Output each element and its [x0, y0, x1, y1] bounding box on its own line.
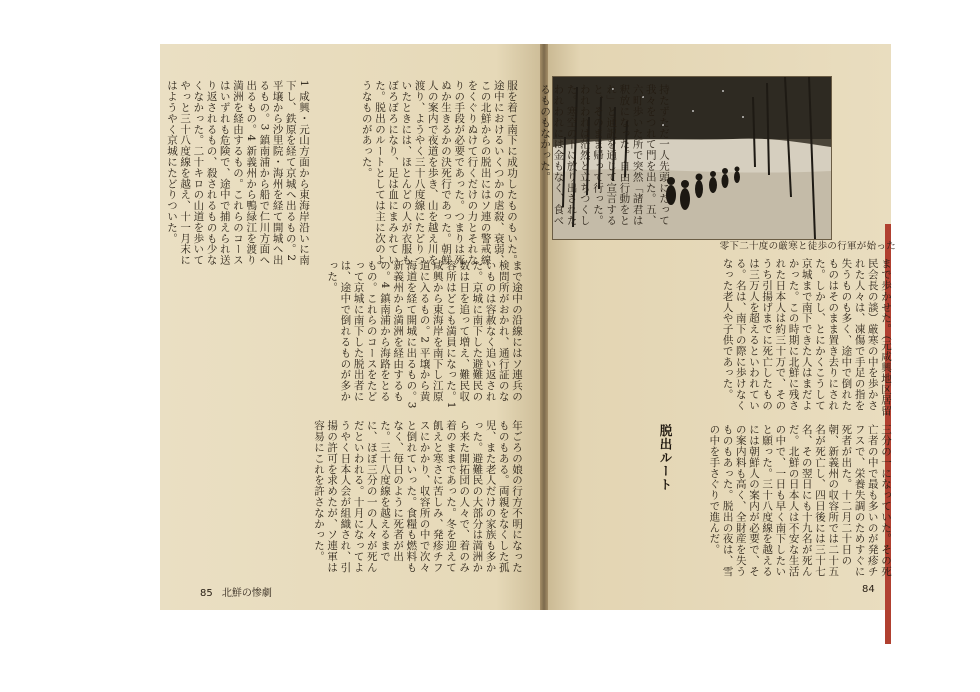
section-heading-escape-route: 脱出ルート [658, 424, 673, 492]
right-page-number: 84 [862, 584, 875, 595]
right-lower-text: まで歩かせた。（元咸興地区居留民会長の談）厳寒の中を歩かされた人々は、凍傷で手足の指を失うものも多く、途中で倒れたものはそのまま置き去りにされた。しかし、とにかくこうして京城まで南下できた人はまだよかった。この時期に北鮮に残された日本人は約三十万で、そのうち引揚げまでに死亡したものは三万人を超えるといわれている。名は、南下の際に歩けなくなった老人や子供であった。 [721, 258, 892, 417]
left-lower-text: まで途中の沿線にはソ連兵の検問所がおかれ、通行証のないものは容赦なく追い返された。京城に南下した避難民の数は日を追って増え、難民収容所はどこも満員になった。1 咸興から東海岸を南下し江原道に入るもの。2 平壌から黄海道を経て開城に出るもの。3 新義州から満洲を経由するもの。4 鎮南浦から海路をとるもの。これらのコースをたどって京城に南下した脱出者には、途中で倒れるものが多かった。 [326, 260, 523, 409]
running-title: 北鮮の惨劇 [221, 588, 272, 599]
right-bottom-text: 三分の一になっていた。その死亡者の中で最も多いのが発疹チフスで、栄養失調のためすぐに死者が出た。十二月二十日の朝、新義州の収容所では二十五名が死亡し、四日後には三十七名、その翌日にも十九名が死んだ。北鮮の日本人は不安な生活の中で、一日も早く南下したいと願った。三十八度線を越えるには朝鮮人の案内が必要で、その案内料も高く、全財産を失うものもあった。脱出の夜は、雪の中を手さぐりで進んだ。 [708, 424, 892, 577]
left-bottom-text: 年ごろの娘の行方不明になったものもある。両親をなくした孤児、また老人だけの家族も多かった。避難民の大部分は満洲から来た開拓団の人々で、着のみ着のままであった。冬を迎えて飢えと寒さに苦しみ、発疹チフスにかかり、収容所の中で次々と倒れていった。食糧も燃料もなく、毎日のように死者が出た。三十八度線を越えるまでに、ほぼ三分の一の人々が死んだといわれる。十月になってようやく日本人会が組織され、引揚の許可を求めたが、ソ連軍は容易にこれを許さなかった。 [312, 420, 523, 573]
left-upper-text: 服を着て南下に成功したものもいた。途中におけるいくつかの虐殺、衰弱、この北鮮からの脱出にはソ連の警戒線をくぐりぬけて行くだけの力とそれなりの手段が必要であった。つまりは死ぬか生きるかの決死行であった。朝鮮人の案内で夜道を歩き、山を越え川を渡り、ようやく三十八度線にたどりついたときには、ほとんどの人が衣服もぼろぼろになり、足は血にまみれていた。脱出のルートとしては主に次のようなものがあった。 [360, 80, 518, 266]
illustration-caption: 零下二十度の厳寒と徒歩の行軍が始った [719, 241, 896, 252]
left-upper-text-2: 1 咸興・元山方面から東海岸沿いに南下し、鉄原を経て京城へ出るもの。2 平壌から沙里院・海州を経て開城へ出るもの。3 鎮南浦から船で仁川方面へ出るもの。4 新義州から鴨緑江を渡り満洲を経由するもの。これらのコースはいずれも危険で、途中で捕えられ送り返されるもの、殺されるものも少なくなかった。二十キロの山道を歩いてやっと三十八度線を越え、十一月末にはようやく京城にたどりついた。 [165, 80, 310, 266]
left-page-footer [200, 584, 272, 599]
left-page-number: 85 [200, 588, 213, 599]
right-upper-text: 持たずただ一人先頭にたって我々をつれて門を出た。五、六町歩いた所で突然「諸君は釈放になった。自由行動をとれ」と通訳を通じて宣言すると、そのまま帰って行った。われわれは茫然と立ちつくした。寒空の下に放り出されたわれわれには金もなく、食べるものもなかった。 [539, 84, 670, 226]
